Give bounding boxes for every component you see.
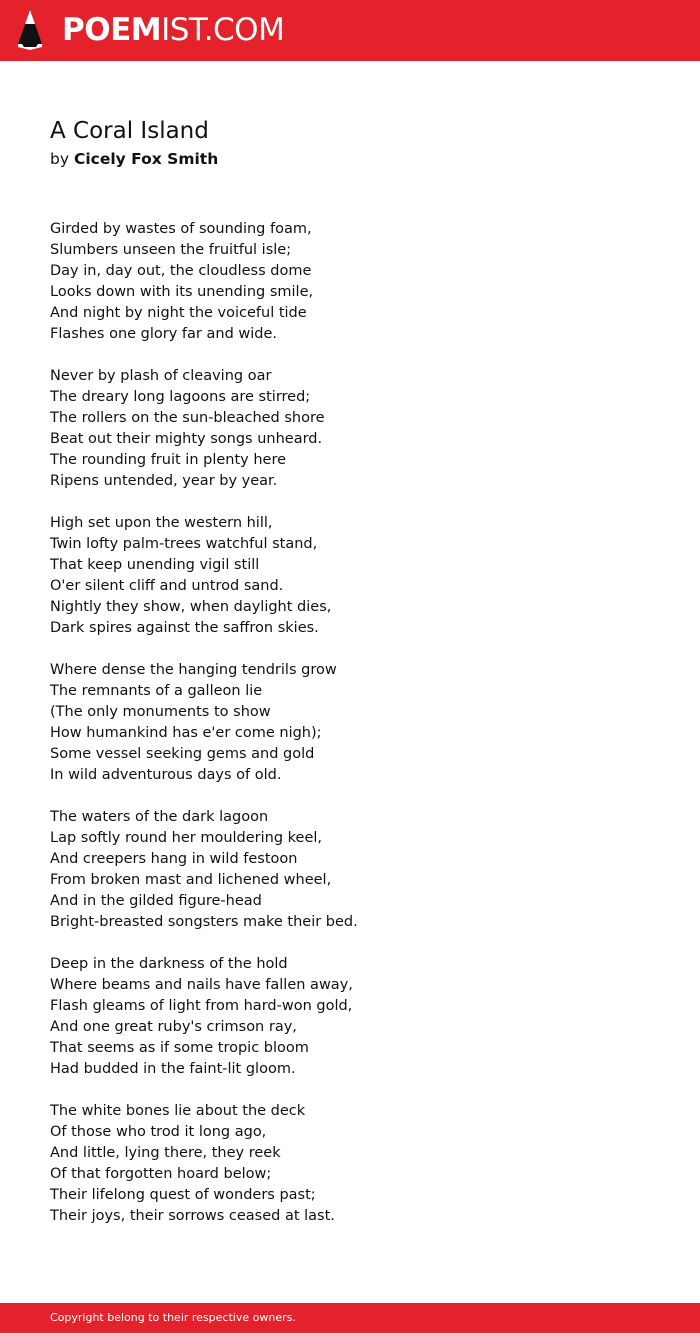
poem-line: Lap softly round her mouldering keel,	[50, 830, 323, 846]
poem-stanza	[50, 807, 670, 933]
poem-line: Bright-breasted songsters make their bed.	[50, 914, 358, 930]
poem-line: (The only monuments to show	[50, 704, 271, 720]
poem-line: Twin lofty palm-trees watchful stand,	[50, 536, 318, 552]
poem-line: Deep in the darkness of the hold	[50, 956, 288, 972]
site-footer	[0, 1303, 700, 1333]
poem-stanza	[50, 660, 670, 786]
by-label: by	[50, 150, 70, 168]
poem-line: And one great ruby's crimson ray,	[50, 1019, 297, 1035]
poem-line: And creepers hang in wild festoon	[50, 851, 298, 867]
poem-line: That keep unending vigil still	[50, 557, 260, 573]
poem-line: From broken mast and lichened wheel,	[50, 872, 332, 888]
poem-line: The rollers on the sun-bleached shore	[50, 410, 325, 426]
poem-stanza	[50, 219, 670, 345]
poem-line: Ripens untended, year by year.	[50, 473, 278, 489]
logo-bold-text: POEM	[62, 12, 162, 48]
poem-stanza	[50, 954, 670, 1080]
author-name: Cicely Fox Smith	[73, 150, 219, 168]
poem-line: How humankind has e'er come nigh);	[50, 725, 322, 741]
byline	[50, 148, 218, 170]
poem-line: And little, lying there, they reek	[50, 1145, 281, 1161]
poem-line: Their joys, their sorrows ceased at last.	[50, 1208, 335, 1224]
poem-line: Nightly they show, when daylight dies,	[50, 599, 332, 615]
poem-line: Day in, day out, the cloudless dome	[50, 263, 312, 279]
poem-line: Of those who trod it long ago,	[50, 1124, 267, 1140]
poem-line: The rounding fruit in plenty here	[50, 452, 287, 468]
poem-line: Slumbers unseen the fruitful isle;	[50, 242, 292, 258]
site-logo[interactable]	[62, 10, 284, 50]
poem-line: The white bones lie about the deck	[50, 1103, 306, 1119]
poem-line: Dark spires against the saffron skies.	[50, 620, 319, 636]
poem-stanza	[50, 1101, 670, 1227]
poem-line: Their lifelong quest of wonders past;	[50, 1187, 316, 1203]
poem-stanza	[50, 366, 670, 492]
poem-line: Beat out their mighty songs unheard.	[50, 431, 323, 447]
poem-title: A Coral Island	[50, 118, 209, 144]
poem-line: Girded by wastes of sounding foam,	[50, 221, 312, 237]
poem-line: Some vessel seeking gems and gold	[50, 746, 315, 762]
poem-line: Flashes one glory far and wide.	[50, 326, 278, 342]
copyright-text: Copyright belong to their respective owners.	[50, 1311, 296, 1324]
poem-line: Had budded in the faint-lit gloom.	[50, 1061, 296, 1077]
poem-line: Never by plash of cleaving oar	[50, 368, 272, 384]
poem-line: Where beams and nails have fallen away,	[50, 977, 353, 993]
poem-line: Of that forgotten hoard below;	[50, 1166, 272, 1182]
site-header	[0, 0, 700, 61]
poem-line: Looks down with its unending smile,	[50, 284, 314, 300]
poem-line: The remnants of a galleon lie	[50, 683, 263, 699]
poem-stanza	[50, 513, 670, 639]
poem-line: High set upon the western hill,	[50, 515, 273, 531]
logo-rest-text: IST.COM	[161, 12, 285, 48]
poem-line: In wild adventurous days of old.	[50, 767, 282, 783]
poem-line: Where dense the hanging tendrils grow	[50, 662, 337, 678]
poem-line: O'er silent cliff and untrod sand.	[50, 578, 284, 594]
pencil-icon[interactable]	[17, 9, 43, 51]
poem-line: And in the gilded figure-head	[50, 893, 262, 909]
poem-line: That seems as if some tropic bloom	[50, 1040, 309, 1056]
poem-body	[50, 219, 670, 1248]
poem-line: Flash gleams of light from hard-won gold,	[50, 998, 353, 1014]
poem-line: The waters of the dark lagoon	[50, 809, 269, 825]
poem-line: And night by night the voiceful tide	[50, 305, 307, 321]
poem-line: The dreary long lagoons are stirred;	[50, 389, 311, 405]
